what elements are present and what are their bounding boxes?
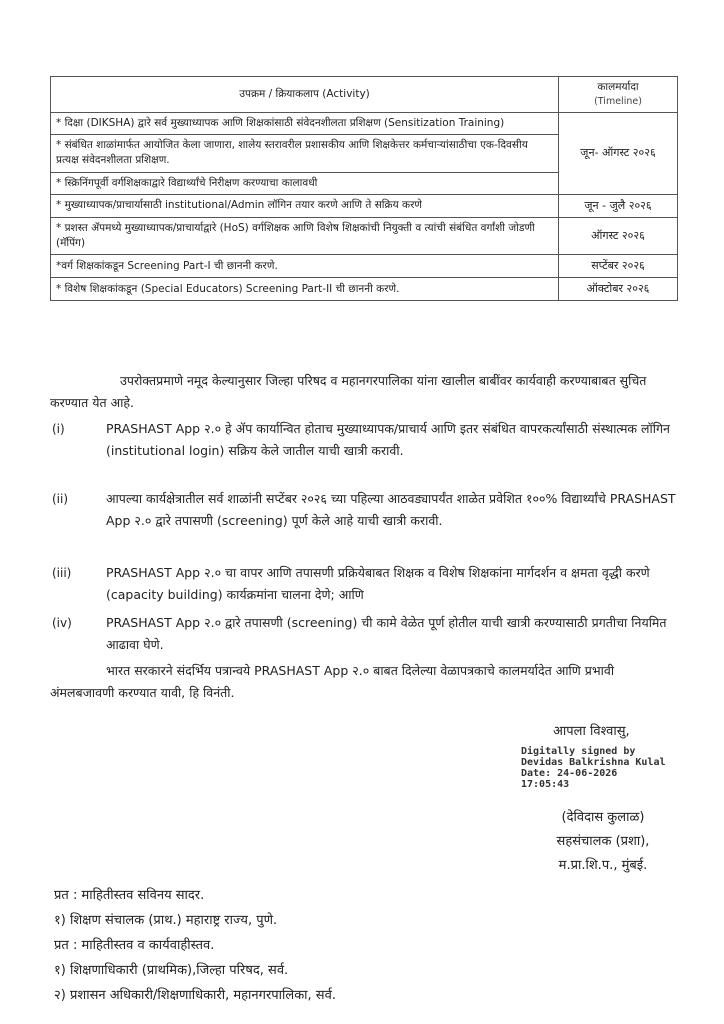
activity-item: * विशेष शिक्षकांकडून (Special Educators) Screening Part-II ची छाननी करणे. (51, 278, 559, 301)
copy-line: प्रत : माहितीस्तव सविनय सादर. (54, 888, 205, 903)
copy-line: प्रत : माहितीस्तव व कार्यवाहीस्तव. (54, 938, 215, 953)
header-activity: उपक्रम / क्रियाकलाप (Activity) (51, 77, 559, 113)
point-number: (iv) (52, 616, 72, 630)
closing-salutation: आपला विश्वासु, (553, 724, 630, 739)
digital-signature (521, 746, 666, 790)
copy-line: २) प्रशासन अधिकारी/शिक्षणाधिकारी, महानगरपालिका, सर्व. (54, 988, 336, 1003)
activity-item: * प्रशस्त ॲपमध्ये मुख्याध्यापक/प्राचार्याद्वारे (HoS) वर्गशिक्षक आणि विशेष शिक्षकांची नियुक्ती व त्यांची संबंधित वर्गांशी जोडणी (मॅपिंग) (51, 217, 559, 254)
table-row (51, 112, 678, 194)
activity-timeline-table (50, 76, 678, 301)
header-timeline (559, 77, 678, 113)
intro-paragraph: उपरोक्तप्रमाणे नमूद केल्यानुसार जिल्हा परिषद व महानगरपालिका यांना खालील बाबींवर कार्यवाही करण्याबाबत सुचित करण्यात येत आहे. (50, 373, 647, 410)
signatory-office: म.प्रा.शि.प., मुंबई. (558, 858, 648, 873)
point-text: PRASHAST App २.० हे ॲप कार्यान्वित होताच मुख्याध्यापक/प्राचार्य आणि इतर संबंधित वापरकर्त्यांसाठी संस्थात्मक लॉगिन (institutional login) सक्रिय केले जातील याची खात्री करावी. (106, 421, 670, 458)
timeline-cell: ऑक्टोबर २०२६ (559, 278, 678, 301)
conclusion-paragraph: भारत सरकारने संदर्भिय पत्रान्वये PRASHAST App २.० बाबत दिलेल्या वेळापत्रकाचे कालमर्यादेत आणि प्रभावी अंमलबजावणी करण्यात यावी, हि विनंती. (50, 663, 615, 700)
timeline-cell: ऑगस्ट २०२६ (559, 217, 678, 254)
point-text: PRASHAST App २.० द्वारे तपासणी (screening) ची कामे वेळेत पूर्ण होतील याची खात्री करण्यासाठी प्रगतीचा नियमित आढावा घेणे. (106, 615, 667, 652)
activity-cell (51, 112, 559, 194)
table-header-row (51, 77, 678, 113)
activity-item: * संबंधित शाळांमार्फत आयोजित केला जाणारा, शालेय स्तरावरील प्रशासकीय आणि शिक्षकेत्तर कर्मचाऱ्यांसाठीचा एक-दिवसीय प्रत्यक्ष संवेदनशीलता प्रशिक्षण. (51, 135, 558, 172)
copy-line: १) शिक्षणाधिकारी (प्राथमिक),जिल्हा परिषद, सर्व. (54, 963, 289, 978)
table-row (51, 278, 678, 301)
signatory-designation: सहसंचालक (प्रशा), (556, 834, 650, 849)
table-row (51, 194, 678, 217)
digital-signature-line: 17:05:43 (521, 779, 570, 790)
activity-item: * मुख्याध्यापक/प्राचार्यासाठी institutional/Admin लॉगिन तयार करणे आणि ते सक्रिय करणे (51, 194, 559, 217)
point-number: (ii) (52, 492, 69, 506)
digital-signature-line: Date: 24-06-2026 (521, 768, 618, 779)
digital-signature-line: Digitally signed by (521, 746, 636, 757)
activity-item: * स्क्रिनिंगपूर्वी वर्गशिक्षकाद्वारे विद्यार्थ्यांचे निरीक्षण करण्याचा कालावधी (56, 176, 318, 189)
signatory-block (532, 806, 674, 878)
table-row (51, 217, 678, 254)
timeline-cell: जून- ऑगस्ट २०२६ (559, 112, 678, 194)
table-row (51, 255, 678, 278)
point-number: (i) (52, 422, 65, 436)
signatory-name: (देविदास कुलाळ) (561, 810, 645, 825)
timeline-cell: जून - जुलै २०२६ (559, 194, 678, 217)
point-text: PRASHAST App २.० चा वापर आणि तपासणी प्रक्रियेबाबत शिक्षक व विशेष शिक्षकांना मार्गदर्शन व क्षमता वृद्धी करणे (capacity building) कार्यक्रमांना चालना देणे; आणि (106, 565, 650, 602)
activity-item: *वर्ग शिक्षकांकडून Screening Part-I ची छाननी करणे. (51, 255, 559, 278)
point-text: आपल्या कार्यक्षेत्रातील सर्व शाळांनी सप्टेंबर २०२६ च्या पहिल्या आठवड्यापर्यंत शाळेत प्रवेशित १००% विद्यार्थ्यांचे PRASHAST App २.० द्वारे तपासणी (screening) पूर्ण केले आहे याची खात्री करावी. (106, 491, 676, 528)
copy-line: १) शिक्षण संचालक (प्राथ.) महाराष्ट्र राज्य, पुणे. (54, 913, 278, 928)
header-timeline-label: कालमर्यादा (597, 81, 639, 93)
activity-item: * दिक्षा (DIKSHA) द्वारे सर्व मुख्याध्यापक आणि शिक्षकांसाठी संवेदनशीलता प्रशिक्षण (Sensitization Training) (51, 113, 558, 135)
header-timeline-sub: (Timeline) (594, 96, 642, 108)
timeline-cell: सप्टेंबर २०२६ (559, 255, 678, 278)
point-number: (iii) (52, 566, 72, 580)
digital-signature-line: Devidas Balkrishna Kulal (521, 757, 666, 768)
